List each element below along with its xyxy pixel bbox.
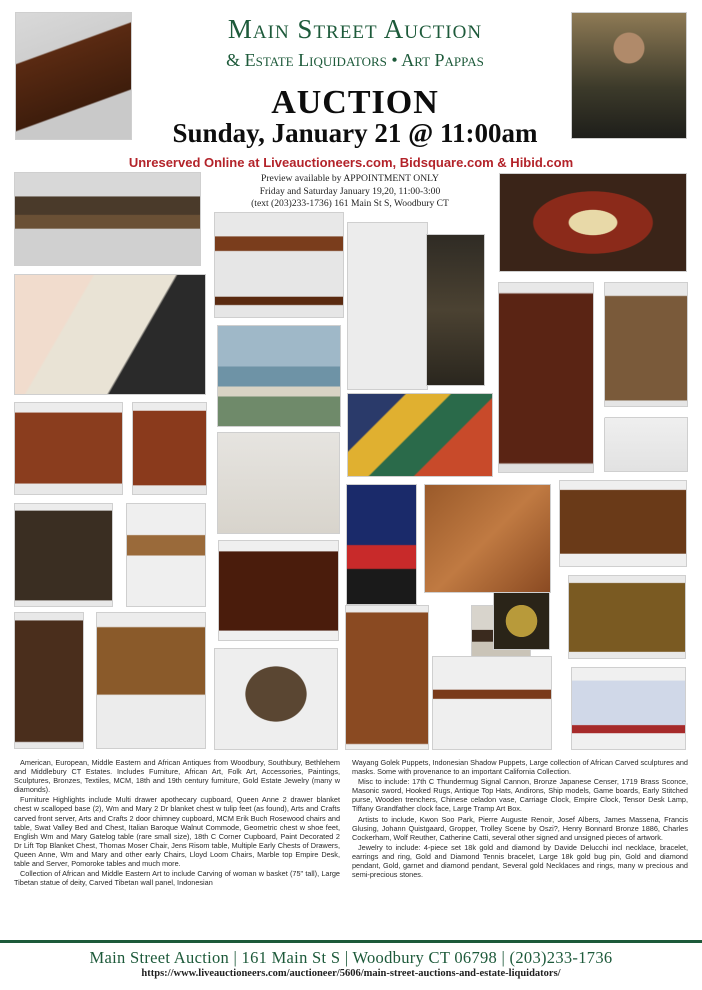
paragraph-artists: Artists to include, Kwon Soo Park, Pierre Auguste Renoir, Josef Albers, James Massena, Francis Glusing, Johann Quistgaard, Gropper, Trolley Scene by Oszi?, Henry Bonnard Bronze 1886, Charles Cockerham, Wolf Reuther, Catherine Catti, several other signed and unsigned pieces of artwork. (352, 814, 688, 842)
paragraph-intro: American, European, Middle Eastern and African Antiques from Woodbury, Southbury, Bethlehem and Middlebury CT Estates. Includes Furniture, African Art, Folk Art, Accessories, Paintings, Sculptures, Bronzes, Textiles, MCM, 18th and 19th century furniture, Gold Estate Jewelry (many w diamonds). (14, 758, 340, 795)
paragraph-african-art: Collection of African and Middle Eastern Art to include Carving of woman w basket (75" tall), Large Tibetan statue of deity, Carved Tibetan wall panel, Indonesian (14, 869, 340, 888)
auction-house-title: Main Street Auction (227, 14, 483, 44)
textiles-photo (14, 274, 206, 395)
footer-url-link[interactable]: https://www.liveauctioneers.com/auctioneer/5606/main-street-auctions-and-estate-liquidators/ (141, 968, 561, 979)
abstract-painting-photo (347, 393, 493, 477)
online-bidding-line[interactable]: Unreserved Online at Liveauctioneers.com, Bidsquare.com & Hibid.com (128, 155, 574, 170)
windsor-chair-photo (126, 503, 206, 607)
chest-of-drawers-photo (132, 402, 207, 495)
apothecary-cupboard-photo (15, 12, 132, 140)
footer-contact: Main Street Auction | 161 Main St S | Woodbury CT 06798 | (203)233-1736 (0, 940, 702, 968)
preview-line: Friday and Saturday January 19,20, 11:00-3:00 (259, 185, 441, 197)
tibetan-statue-photo (347, 222, 428, 390)
carved-mask-photo (214, 648, 338, 750)
preview-info (205, 173, 495, 211)
blanket-chest-photo (14, 402, 123, 495)
african-mask-photo (14, 612, 84, 749)
swat-chest-photo (14, 503, 113, 607)
gatelog-table-photo (214, 212, 344, 318)
rings-photo (604, 417, 605, 418)
small-table-photo (432, 656, 552, 750)
copper-panel-photo (424, 484, 551, 593)
description-right-column (352, 758, 688, 934)
corner-cupboard-photo (498, 282, 594, 473)
auction-house-subtitle: & Estate Liquidators • Art Pappas (226, 50, 484, 70)
preview-line: Preview available by APPOINTMENT ONLY (261, 173, 439, 184)
tramp-art-box-photo (568, 575, 686, 659)
description-left-column (14, 758, 340, 934)
gold-jewelry-photo (217, 432, 340, 534)
african-carvings-photo (604, 282, 688, 407)
celadon-vases-photo (571, 667, 686, 750)
brass-sconce-photo (493, 592, 550, 650)
paragraph-puppets: Wayang Golek Puppets, Indonesian Shadow Puppets, Large collection of African Carved sculptures and masks. Some with provenance to an important California Collection. (352, 758, 688, 777)
swat-valley-bed-photo (14, 172, 201, 266)
portrait-painting-photo (571, 12, 687, 139)
paragraph-misc: Misc to include: 17th C Thundermug Signal Cannon, Bronze Japanese Censer, 1719 Brass Sconce, Masonic sword, Hooked Rugs, Antique Top Hats, Andirons, Ship models, Game boards, Early Stitched purse, Wooden trenchers, Chinese celadon vase, Carriage Clock, Empire Clock, Tensor Desk Lamp, Tiffany Grandfather clock face, Large Tramp Art Box. (352, 777, 688, 814)
hutch-cupboard-photo (345, 605, 429, 750)
italian-commode-photo (218, 540, 339, 641)
wayang-puppets-photo (96, 612, 206, 749)
tibetan-wall-panel-photo (426, 234, 485, 386)
landscape-painting-photo (217, 325, 341, 427)
paragraph-furniture: Furniture Highlights include Multi drawer apothecary cupboard, Queen Anne 2 drawer blanket chest w scalloped base (2), Wm and Mary 2 Dr blanket chest w tulip feet (as found), Arts and Crafts carved front server, Arts and Crafts 2 door chimney cupboard, MCM Erik Buch Rosewood chairs and table, Swat Valley Bed and Chest, Italian Baroque Walnut Commode, Geometric chest w shoe feet, English Wm and Mary Gatelog table (rare small size), 18th C Corner Cupboard, Paint Decorated 2 Dr Lift Top Blanket Chest, Thomas Moser Chair, Jens Risom table, Multiple Early Chests of Drawers, Queen Anne, Wm and Mary and other early Chairs, Lloyd Loom Chairs, Marble top Empire Desk, table and Server, Pomoroke tables and much more. (14, 795, 340, 869)
geometric-chest-photo (559, 480, 687, 567)
auction-heading: AUCTION (271, 84, 439, 121)
preview-line: (text (203)233-1736) 161 Main St S, Woodbury CT (251, 198, 449, 209)
bracelets-photo (604, 417, 688, 472)
auction-date: Sunday, January 21 @ 11:00am (172, 118, 538, 148)
hooked-rug-horse-photo (499, 173, 687, 272)
kwon-soo-park-painting-photo (346, 484, 417, 605)
paragraph-jewelry: Jewelry to include: 4-piece set 18k gold and diamond by Davide Delucchi incl necklace, bracelet, earrings and ring, Gold and Diamond Tennis bracelet, Large 18k gold bug pin, Gold and diamond pendant, Gold, garnet and diamond pendant, Several gold Necklaces and rings, many w precious and semi-precious stones. (352, 842, 688, 880)
